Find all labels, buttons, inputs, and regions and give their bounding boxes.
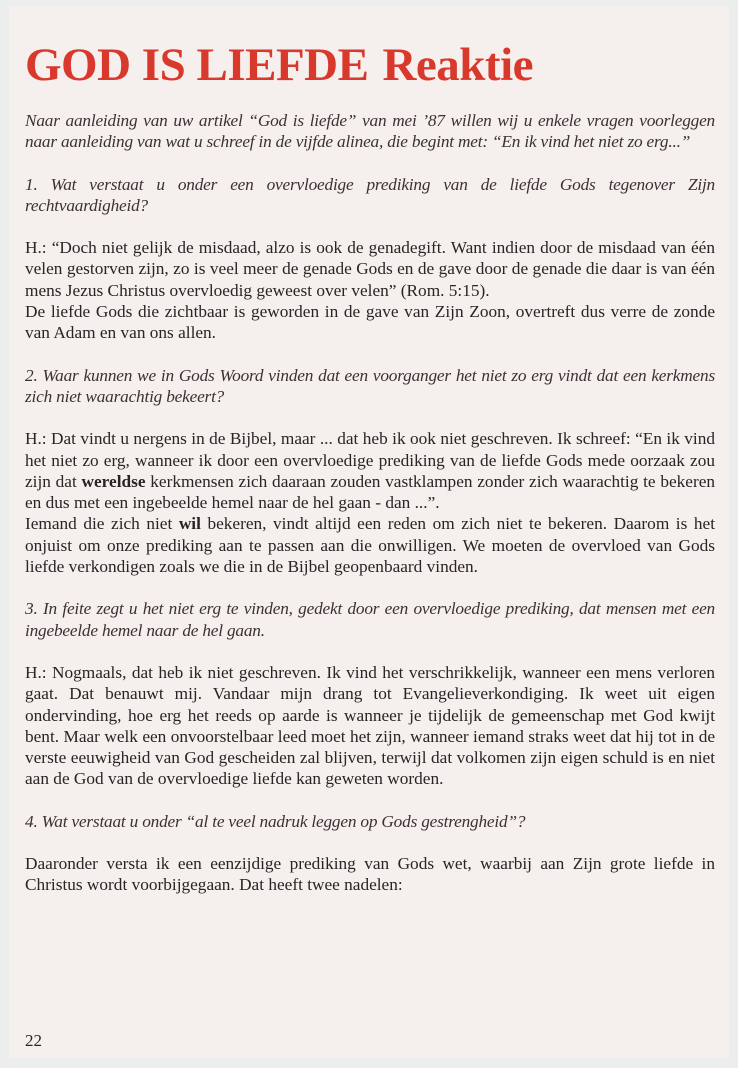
answer-2a-emphasis: wereldse <box>81 471 146 491</box>
article-title <box>25 39 533 91</box>
answer-1-paragraph-2: De liefde Gods die zichtbaar is geworden in de gave van Zijn Zoon, overtreft dus verre de zonde van Adam en van ons allen. <box>25 302 715 343</box>
answer-2-paragraph-2 <box>25 513 715 577</box>
answer-4: Daaronder versta ik een eenzijdige prediking van Gods wet, waarbij aan Zijn grote liefde in Christus wordt voorbijgegaan. Dat heeft twee nadelen: <box>25 854 715 895</box>
answer-2a-text-end: kerkmensen zich daaraan zouden vastklampen zonder zich waarachtig te bekeren en dus met een ingebeelde hemel naar de hel gaan - dan ...”. <box>25 471 716 513</box>
question-1: 1. Wat verstaat u onder een overvloedige prediking van de liefde Gods tegenover Zijn rechtvaardigheid? <box>25 174 715 215</box>
article-body <box>25 110 715 896</box>
title-main: GOD IS LIEFDE <box>25 39 369 91</box>
answer-2b-emphasis: wil <box>178 514 201 534</box>
answer-3: H.: Nogmaals, dat heb ik niet geschreven. Ik vind het verschrikkelijk, wanneer een mens verloren gaat. Dat benauwt mij. Vandaar mijn drang tot Evangelieverkondiging. Ik weet uit eigen ondervinding, hoe erg het reeds op aarde is wanneer je tijdelijk de gemeenschap met God kwijt bent. Maar welk een onvoorstelbaar leed moet het zijn, wanneer iemand straks weet dat hij tot in de verste eeuwigheid van God gescheiden zal blijven, terwijl dat volkomen zijn eigen schuld is en niet aan de God van de overvloedige liefde kan geweten worden. <box>25 662 715 789</box>
question-2: 2. Waar kunnen we in Gods Woord vinden dat een voorganger het niet zo erg vindt dat een kerkmens zich niet waarachtig bekeert? <box>25 365 715 406</box>
question-4: 4. Wat verstaat u onder “al te veel nadruk leggen op Gods gestrengheid”? <box>25 811 526 831</box>
answer-2-paragraph-1 <box>25 428 715 513</box>
title-sub: Reaktie <box>382 39 533 91</box>
intro-paragraph: Naar aanleiding van uw artikel “God is liefde” van mei ’87 willen wij u enkele vragen voorleggen naar aanleiding van wat u schreef in de vijfde alinea, die begint met: “En ik vind het niet zo erg...” <box>25 111 715 152</box>
question-3: 3. In feite zegt u het niet erg te vinden, gedekt door een overvloedige prediking, dat mensen met een ingebeelde hemel naar de hel gaan. <box>25 599 715 640</box>
document-page <box>9 6 729 1058</box>
page-number: 22 <box>25 1031 42 1050</box>
answer-2b-text: Iemand die zich niet <box>25 514 179 534</box>
answer-1-paragraph-1: H.: “Doch niet gelijk de misdaad, alzo is ook de genadegift. Want indien door de misdaad van één velen gestorven zijn, zo is veel meer de genade Gods en de gave door de genade die daar is van één mens Jezus Christus overvloedig geweest over velen” (Rom. 5:15). <box>25 238 715 300</box>
answer-2a-text: H.: Dat vindt u nergens in de Bijbel, maar ... dat heb ik ook niet geschreven. Ik schreef: “En ik vind het niet zo erg, wanneer ik door een overvloedige prediking van de liefde Gods mede oorzaak zou zijn dat <box>25 429 715 491</box>
answer-2b-text-end: bekeren, vindt altijd een reden om zich niet te bekeren. Daarom is het onjuist om onze prediking aan te passen aan die onwilligen. We moeten de overvloed van Gods liefde verkondigen zoals we die in de Bijbel geopenbaard vinden. <box>25 514 715 577</box>
